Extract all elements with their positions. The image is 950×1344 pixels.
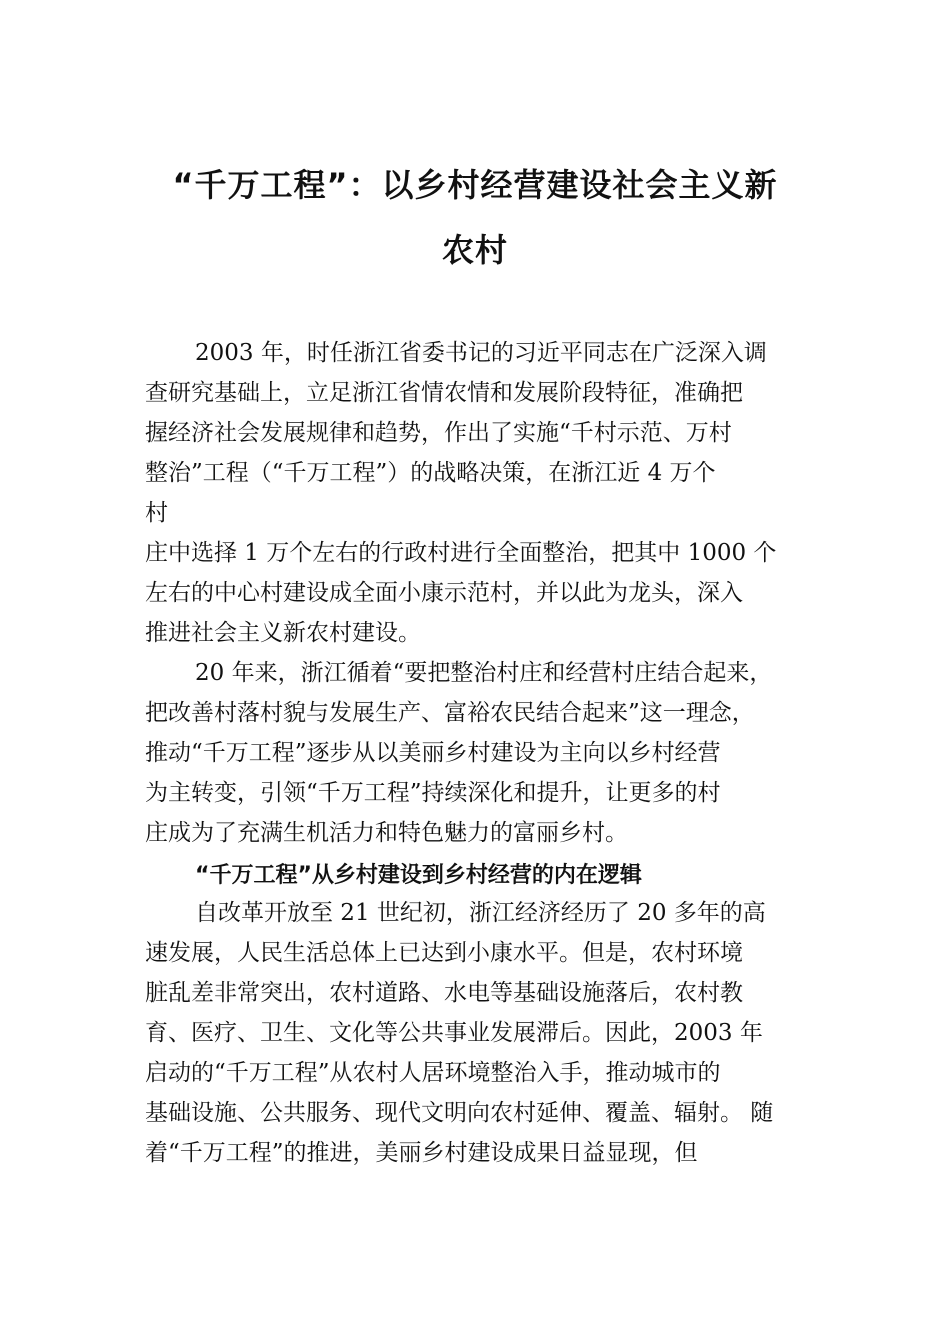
paragraph-line: 为主转变，引领“千万工程”持续深化和提升，让更多的村	[145, 780, 721, 806]
paragraph-line: 庄成为了充满生机活力和特色魅力的富丽乡村。	[145, 820, 628, 846]
paragraph-line: 基础设施、公共服务、现代文明向农村延伸、覆盖、辐射。 随	[145, 1100, 774, 1126]
paragraph-line: 20 年来，浙江循着“要把整治村庄和经营村庄结合起来，	[195, 660, 773, 686]
paragraph-line: 村	[145, 500, 168, 526]
paragraph-line: 速发展，人民生活总体上已达到小康水平。但是，农村环境	[145, 940, 743, 966]
paragraph-line: 推进社会主义新农村建设。	[145, 620, 421, 646]
document-title-line-1: “千万工程”：以乡村经营建设社会主义新	[172, 166, 778, 204]
paragraph-line: 2003 年，时任浙江省委书记的习近平同志在广泛深入调	[195, 340, 767, 366]
paragraph-line: 着“千万工程”的推进，美丽乡村建设成果日益显现，但	[145, 1140, 698, 1166]
paragraph-line: 查研究基础上，立足浙江省情农情和发展阶段特征，准确把	[145, 380, 743, 406]
paragraph-line: 把改善村落村貌与发展生产、富裕农民结合起来”这一理念，	[145, 700, 755, 726]
paragraph-line: 育、医疗、卫生、文化等公共事业发展滞后。因此，2003 年	[145, 1020, 763, 1046]
paragraph-line: 自改革开放至 21 世纪初，浙江经济经历了 20 多年的高	[195, 900, 766, 926]
paragraph-line: 启动的“千万工程”从农村人居环境整治入手，推动城市的	[145, 1060, 721, 1086]
paragraph-line: 脏乱差非常突出，农村道路、水电等基础设施落后，农村教	[145, 980, 743, 1006]
document-title-line-2: 农村	[441, 231, 508, 269]
section-heading: “千万工程”从乡村建设到乡村经营的内在逻辑	[195, 863, 642, 888]
paragraph-line: 庄中选择 1 万个左右的行政村进行全面整治，把其中 1000 个	[145, 540, 777, 566]
paragraph-line: 整治”工程（“千万工程”）的战略决策，在浙江近 4 万个	[145, 460, 716, 486]
paragraph-line: 握经济社会发展规律和趋势，作出了实施“千村示范、万村	[145, 420, 732, 446]
paragraph-line: 推动“千万工程”逐步从以美丽乡村建设为主向以乡村经营	[145, 740, 721, 766]
paragraph-line: 左右的中心村建设成全面小康示范村，并以此为龙头，深入	[145, 580, 743, 606]
